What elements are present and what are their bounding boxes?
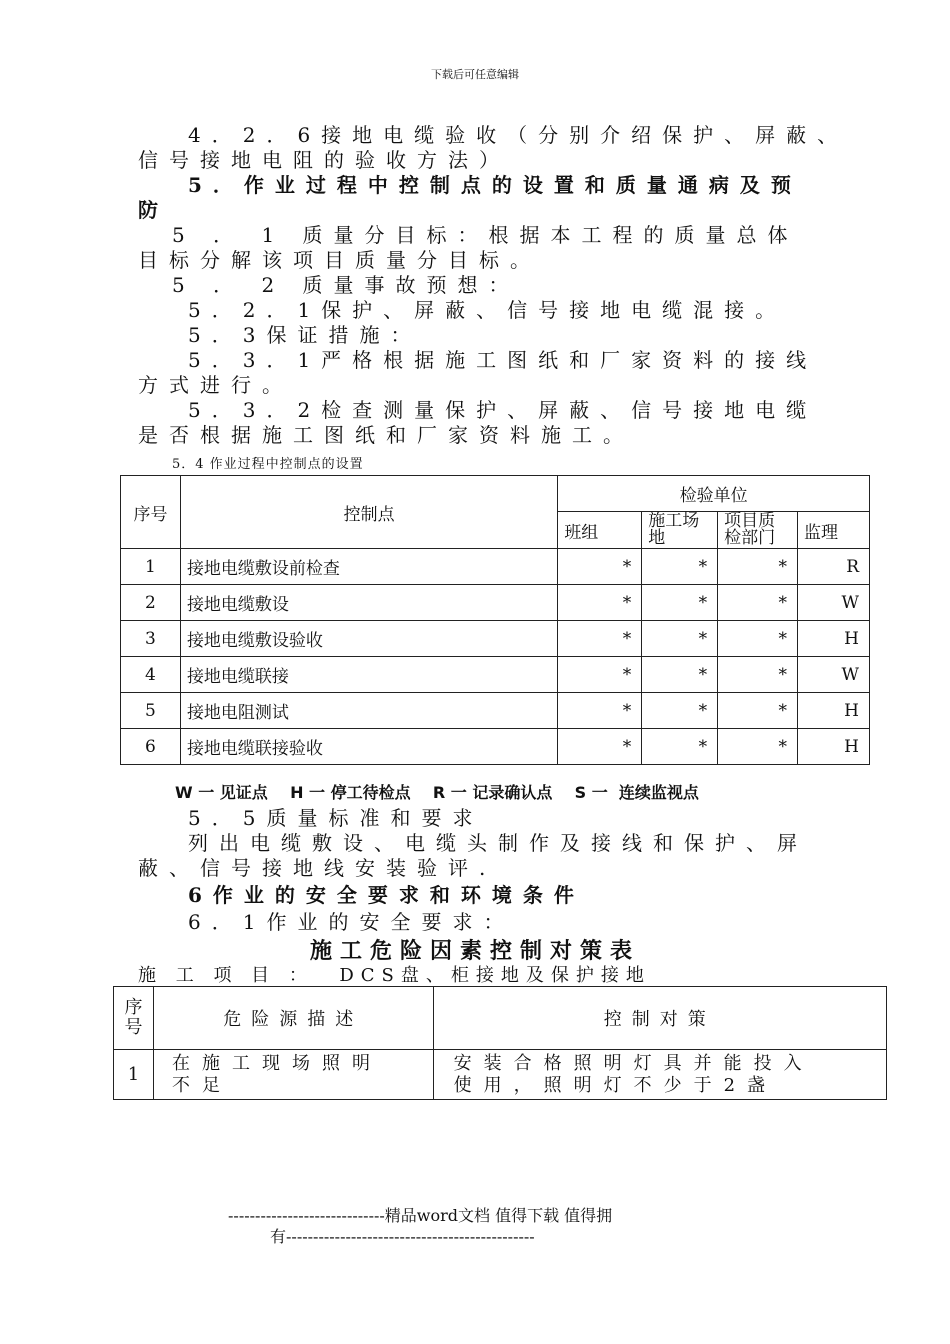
section-5-5: 5．5质量标准和要求 — [188, 806, 484, 830]
section-5-4-caption: 5．4 作业过程中控制点的设置 — [172, 457, 364, 472]
section-5-2-1: 5．2．1保护、屏蔽、信号接地电缆混接。 — [188, 298, 787, 322]
control-point-table — [120, 475, 870, 765]
row-sup: W — [798, 585, 870, 621]
section-5-3-1-line1: 5．3．1严格根据施工图纸和厂家资料的接线 — [188, 348, 818, 372]
row-site: * — [642, 549, 718, 585]
section-5-3-2-line1: 5．3．2检查测量保护、屏蔽、信号接地电缆 — [188, 398, 818, 422]
row-team: * — [558, 585, 642, 621]
row-dept: * — [718, 693, 798, 729]
section-5-3-2-line2: 是否根据施工图纸和厂家资料施工。 — [138, 423, 634, 447]
row-dept: * — [718, 549, 798, 585]
section-5-5-body-line1: 列出电缆敷设、电缆头制作及接线和保护、屏 — [188, 831, 808, 855]
row-seq: 5 — [121, 693, 181, 729]
danger-project-line: 施 工 项 目 ： DCS盘、柜接地及保护接地 — [138, 965, 651, 986]
section-5-5-body-line2: 蔽、信号接地线安装验评. — [138, 856, 497, 880]
row-seq: 4 — [121, 657, 181, 693]
row-site: * — [642, 621, 718, 657]
section-5-3-1-line2: 方式进行。 — [138, 373, 293, 397]
row-site: * — [642, 657, 718, 693]
danger-table-title: 施工危险因素控制对策表 — [309, 938, 640, 964]
row-site: * — [642, 693, 718, 729]
header-site: 施工场 地 — [642, 512, 718, 549]
row-sup: H — [798, 729, 870, 765]
header-seq: 序号 — [121, 476, 181, 549]
table-row — [121, 549, 870, 585]
table-row — [114, 1050, 887, 1100]
row-team: * — [558, 729, 642, 765]
section-5-heading-line1: 5．作业过程中控制点的设置和质量通病及预 — [188, 173, 802, 197]
row-team: * — [558, 693, 642, 729]
row-site: * — [642, 729, 718, 765]
row-team: * — [558, 621, 642, 657]
control-point-legend: W 一 见证点 H 一 停工待检点 R 一 记录确认点 S 一 连续监视点 — [175, 783, 699, 802]
row-dept: * — [718, 621, 798, 657]
row-seq: 1 — [121, 549, 181, 585]
section-4-2-6-line2: 信号接地电阻的验收方法） — [138, 148, 510, 172]
section-5-1-line1: 5 ． 1 质量分目标：根据本工程的质量总体 — [172, 223, 799, 247]
header-hazard-desc: 危险源描述 — [153, 987, 433, 1050]
footer-line2: 有---------------------------------------------- — [270, 1227, 535, 1246]
row-sup: W — [798, 657, 870, 693]
table-row — [121, 693, 870, 729]
row-point: 接地电缆敷设前检查 — [180, 549, 557, 585]
row-team: * — [558, 549, 642, 585]
header-control-measure: 控制对策 — [433, 987, 886, 1050]
section-5-2: 5 ． 2 质量事故预想： — [172, 273, 520, 297]
row-hazard-desc: 在施工现场照明 不足 — [153, 1050, 433, 1100]
header-control-point: 控制点 — [180, 476, 557, 549]
row-dept: * — [718, 729, 798, 765]
row-point: 接地电缆联接验收 — [180, 729, 557, 765]
row-point: 接地电阻测试 — [180, 693, 557, 729]
header-inspection-unit: 检验单位 — [558, 476, 870, 512]
row-point: 接地电缆联接 — [180, 657, 557, 693]
row-sup: H — [798, 621, 870, 657]
section-5-3: 5．3保证措施： — [188, 323, 422, 347]
header-seq: 序 号 — [114, 987, 154, 1050]
row-seq: 3 — [121, 621, 181, 657]
table-row — [121, 621, 870, 657]
row-site: * — [642, 585, 718, 621]
row-dept: * — [718, 657, 798, 693]
row-dept: * — [718, 585, 798, 621]
table-row — [121, 585, 870, 621]
section-6-heading: 6作业的安全要求和环境条件 — [188, 883, 585, 907]
row-seq: 1 — [114, 1050, 154, 1100]
row-point: 接地电缆敷设验收 — [180, 621, 557, 657]
footer-line1: -----------------------------精品word文档 值得下载 值得拥 — [228, 1206, 613, 1225]
section-6-1: 6．1作业的安全要求： — [188, 910, 515, 934]
header-supervision: 监理 — [798, 512, 870, 549]
table-row — [121, 657, 870, 693]
row-control-measure: 安装合格照明灯具并能投入 使用，照明灯不少于2盏 — [433, 1050, 886, 1100]
hazard-control-table — [113, 986, 887, 1100]
row-sup: H — [798, 693, 870, 729]
row-point: 接地电缆敷设 — [180, 585, 557, 621]
section-4-2-6-line1: 4．2．6接地电缆验收（分别介绍保护、屏蔽、 — [188, 123, 849, 147]
header-qc-dept: 项目质 检部门 — [718, 512, 798, 549]
header-team: 班组 — [558, 512, 642, 549]
row-seq: 6 — [121, 729, 181, 765]
row-seq: 2 — [121, 585, 181, 621]
page-header-note: 下载后可任意编辑 — [431, 68, 519, 81]
row-team: * — [558, 657, 642, 693]
table-row — [121, 729, 870, 765]
section-5-1-line2: 目标分解该项目质量分目标。 — [138, 248, 541, 272]
section-5-heading-line2: 防 — [138, 198, 169, 222]
row-sup: R — [798, 549, 870, 585]
